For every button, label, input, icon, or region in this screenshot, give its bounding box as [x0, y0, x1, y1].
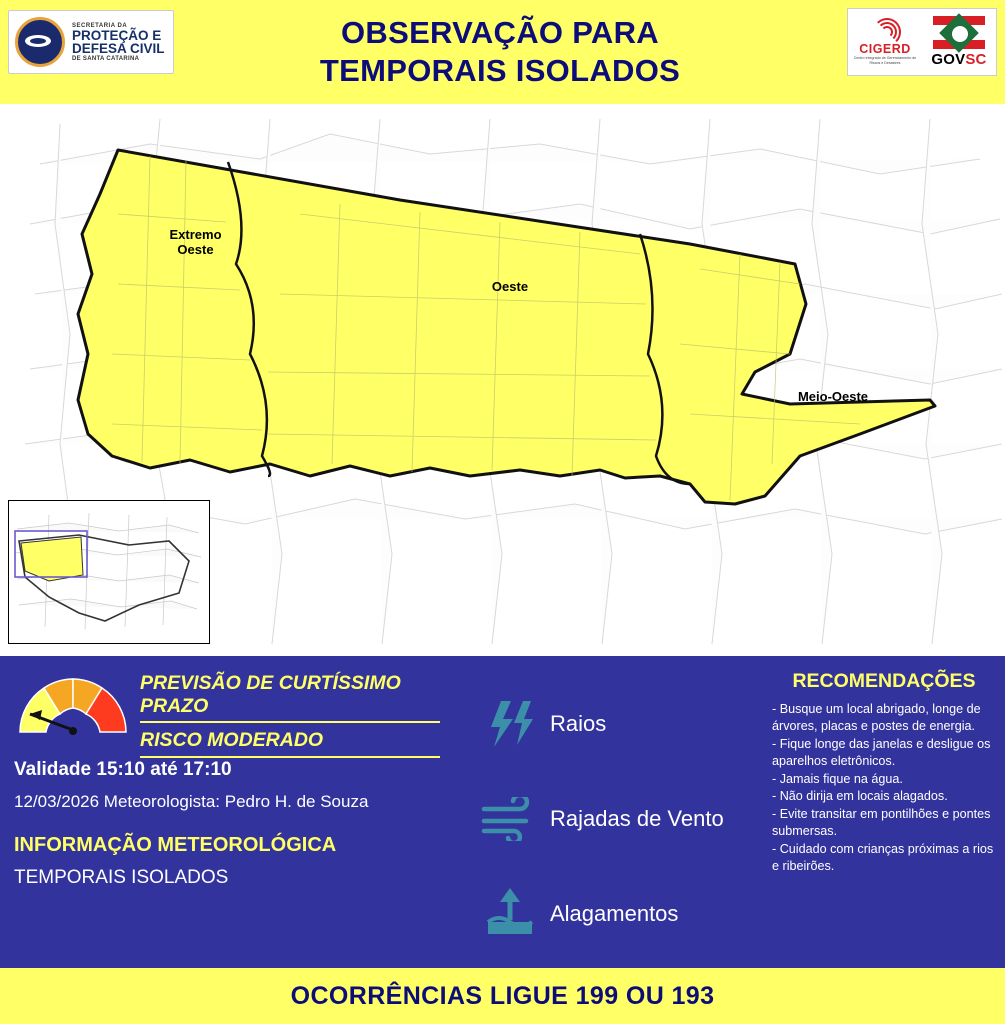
- forecast-title: PREVISÃO DE CURTÍSSIMO PRAZO: [140, 672, 401, 717]
- logo-line-estado: DE SANTA CATARINA: [72, 55, 140, 62]
- lightning-icon: [470, 697, 550, 751]
- cigerd-logo: [848, 9, 922, 75]
- wind-icon: [470, 797, 550, 841]
- logo-line-defesa-civil: DEFESA CIVIL: [72, 41, 165, 56]
- meteorologist-text: 12/03/2026 Meteorologista: Pedro H. de Souza: [14, 792, 369, 811]
- flood-icon: [470, 886, 550, 942]
- defesa-civil-seal-icon: [15, 17, 65, 67]
- logo-line-secretaria: SECRETARIA DA: [72, 22, 128, 29]
- recommendations-list: [772, 701, 996, 875]
- divider-1: [140, 721, 440, 723]
- list-item: - Jamais fique na água.: [772, 771, 903, 786]
- validity-text: Validade 15:10 até 17:10: [14, 759, 232, 780]
- footer: [0, 968, 1005, 1024]
- recommendations-title: RECOMENDAÇÕES: [792, 670, 976, 692]
- page-title: [190, 14, 810, 90]
- divider-2: [140, 756, 440, 758]
- hazard-item-alagamentos: [470, 866, 760, 961]
- cigerd-subtitle: Centro Integrado de Gerenciamento de Riscos e Desastres: [853, 56, 917, 65]
- govsc-text: GOVSC: [931, 51, 987, 68]
- list-item: - Cuidado com crianças próximas a rios e ribeirões.: [772, 842, 994, 873]
- list-item: - Não dirija em locais alagados.: [772, 789, 948, 804]
- map-label-extremo-oeste: Extremo Oeste: [169, 227, 222, 257]
- info-value: TEMPORAIS ISOLADOS: [14, 867, 229, 888]
- list-item: - Fique longe das janelas e desligue os aparelhos eletrônicos.: [772, 736, 991, 768]
- govsc-logo: [922, 9, 996, 75]
- list-item: - Evite transitar em pontilhões e pontes submersas.: [772, 807, 991, 839]
- hazard-item-vento: [470, 771, 760, 866]
- map-area[interactable]: [0, 104, 1005, 656]
- map-label-meio-oeste: Meio-Oeste: [797, 389, 869, 404]
- inset-locator-map: [8, 500, 210, 644]
- map-label-oeste: Oeste: [491, 279, 529, 294]
- header: [0, 0, 1005, 104]
- emergency-phone-text: OCORRÊNCIAS LIGUE 199 OU 193: [290, 981, 715, 1010]
- risk-level: RISCO MODERADO: [140, 729, 324, 751]
- page-title-line2: TEMPORAIS ISOLADOS: [319, 52, 681, 88]
- info-panel: [0, 656, 1005, 968]
- defesa-civil-logo: [8, 10, 174, 74]
- forecast-block: [140, 672, 450, 758]
- cigerd-govsc-logo: [847, 8, 997, 76]
- hazard-label-vento: Rajadas de Vento: [550, 805, 724, 831]
- signal-waves-icon: [870, 18, 900, 42]
- logo-line-protecao: PROTEÇÃO E: [72, 27, 162, 43]
- page-title-line1: OBSERVAÇÃO PARA: [341, 15, 659, 50]
- hazard-item-raios: [470, 676, 760, 771]
- santa-catarina-flag-icon: [933, 16, 985, 49]
- risk-gauge: [14, 674, 132, 736]
- hazard-label-raios: Raios: [550, 710, 607, 736]
- list-item: - Busque um local abrigado, longe de árvores, placas e postes de energia.: [772, 702, 981, 733]
- hazard-label-alagamentos: Alagamentos: [550, 900, 679, 926]
- recommendations-block: [772, 670, 996, 876]
- hazard-list: [470, 676, 760, 961]
- cigerd-name: CIGERD: [859, 42, 911, 57]
- info-title: INFORMAÇÃO METEOROLÓGICA: [14, 834, 337, 856]
